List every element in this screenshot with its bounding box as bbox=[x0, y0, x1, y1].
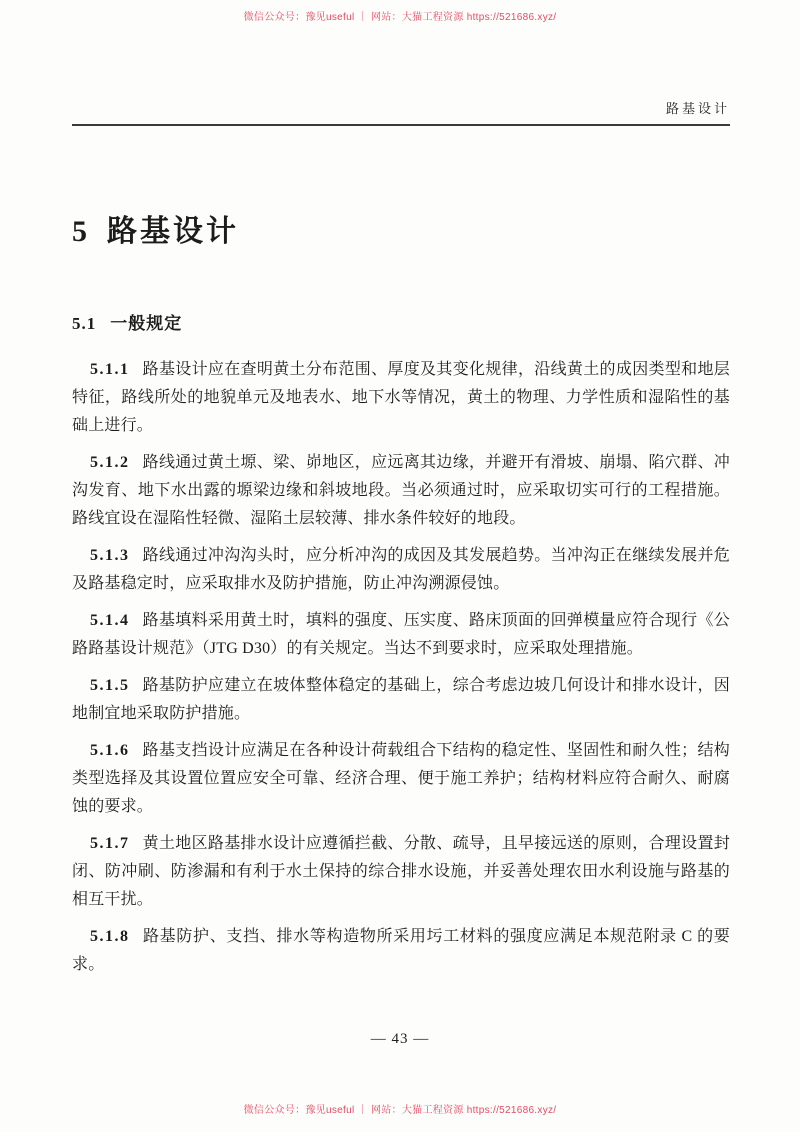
paragraph-text: 路线通过黄土塬、梁、峁地区，应远离其边缘，并避开有滑坡、崩塌、陷穴群、冲沟发育、地下水出露的塬梁边缘和斜坡地段。当必须通过时，应采取切实可行的工程措施。路线宜设在湿陷性轻微、湿陷土层较薄、排水条件较好的地段。 bbox=[72, 454, 730, 527]
page-content bbox=[72, 213, 730, 988]
paragraph-number: 5.1.7 bbox=[90, 835, 130, 852]
paragraph bbox=[72, 923, 730, 979]
chapter-number: 5 bbox=[72, 215, 87, 248]
watermark-top: 微信公众号：豫见useful ｜ 网站：大猫工程资源 https://521686.xyz/ bbox=[243, 12, 557, 23]
paragraph-number: 5.1.8 bbox=[90, 928, 130, 945]
watermark-bottom: 微信公众号：豫见useful ｜ 网站：大猫工程资源 https://521686.xyz/ bbox=[243, 1105, 557, 1116]
chapter-heading bbox=[72, 213, 730, 251]
paragraph bbox=[72, 830, 730, 914]
paragraph bbox=[72, 542, 730, 598]
paragraph bbox=[72, 737, 730, 821]
paragraph bbox=[72, 356, 730, 440]
paragraph-number: 5.1.1 bbox=[90, 361, 130, 378]
chapter-title: 路基设计 bbox=[107, 215, 239, 248]
paragraph-text: 路基填料采用黄土时，填料的强度、压实度、路床顶面的回弹模量应符合现行《公路路基设计规范》（JTG D30）的有关规定。当达不到要求时，应采取处理措施。 bbox=[72, 612, 730, 657]
paragraph-text: 路线通过冲沟沟头时，应分析冲沟的成因及其发展趋势。当冲沟正在继续发展并危及路基稳定时，应采取排水及防护措施，防止冲沟溯源侵蚀。 bbox=[72, 547, 730, 592]
section-number: 5.1 bbox=[72, 314, 97, 333]
paragraph bbox=[72, 672, 730, 728]
running-header-title: 路基设计 bbox=[665, 101, 730, 116]
page-header bbox=[72, 98, 730, 126]
page-number: — 43 — bbox=[370, 1031, 430, 1047]
section-heading bbox=[72, 313, 730, 335]
paragraph-number: 5.1.6 bbox=[90, 742, 130, 759]
paragraph-number: 5.1.3 bbox=[90, 547, 130, 564]
section-title: 一般规定 bbox=[110, 314, 183, 333]
paragraph bbox=[72, 449, 730, 533]
paragraph bbox=[72, 607, 730, 663]
paragraph-text: 路基设计应在查明黄土分布范围、厚度及其变化规律，沿线黄土的成因类型和地层特征，路线所处的地貌单元及地表水、地下水等情况，黄土的物理、力学性质和湿陷性的基础上进行。 bbox=[72, 361, 730, 434]
paragraph-number: 5.1.4 bbox=[90, 612, 130, 629]
paragraph-number: 5.1.5 bbox=[90, 677, 130, 694]
paragraph-text: 路基防护应建立在坡体整体稳定的基础上，综合考虑边坡几何设计和排水设计，因地制宜地采取防护措施。 bbox=[72, 677, 730, 722]
paragraph-list bbox=[72, 356, 730, 979]
paragraph-text: 黄土地区路基排水设计应遵循拦截、分散、疏导，且早接远送的原则，合理设置封闭、防冲刷、防渗漏和有利于水土保持的综合排水设施，并妥善处理农田水利设施与路基的相互干扰。 bbox=[72, 835, 730, 908]
header-rule bbox=[72, 124, 730, 126]
paragraph-text: 路基防护、支挡、排水等构造物所采用圬工材料的强度应满足本规范附录 C 的要求。 bbox=[72, 928, 730, 973]
paragraph-text: 路基支挡设计应满足在各种设计荷载组合下结构的稳定性、坚固性和耐久性；结构类型选择及其设置位置应安全可靠、经济合理、便于施工养护；结构材料应符合耐久、耐腐蚀的要求。 bbox=[72, 742, 730, 815]
paragraph-number: 5.1.2 bbox=[90, 454, 130, 471]
